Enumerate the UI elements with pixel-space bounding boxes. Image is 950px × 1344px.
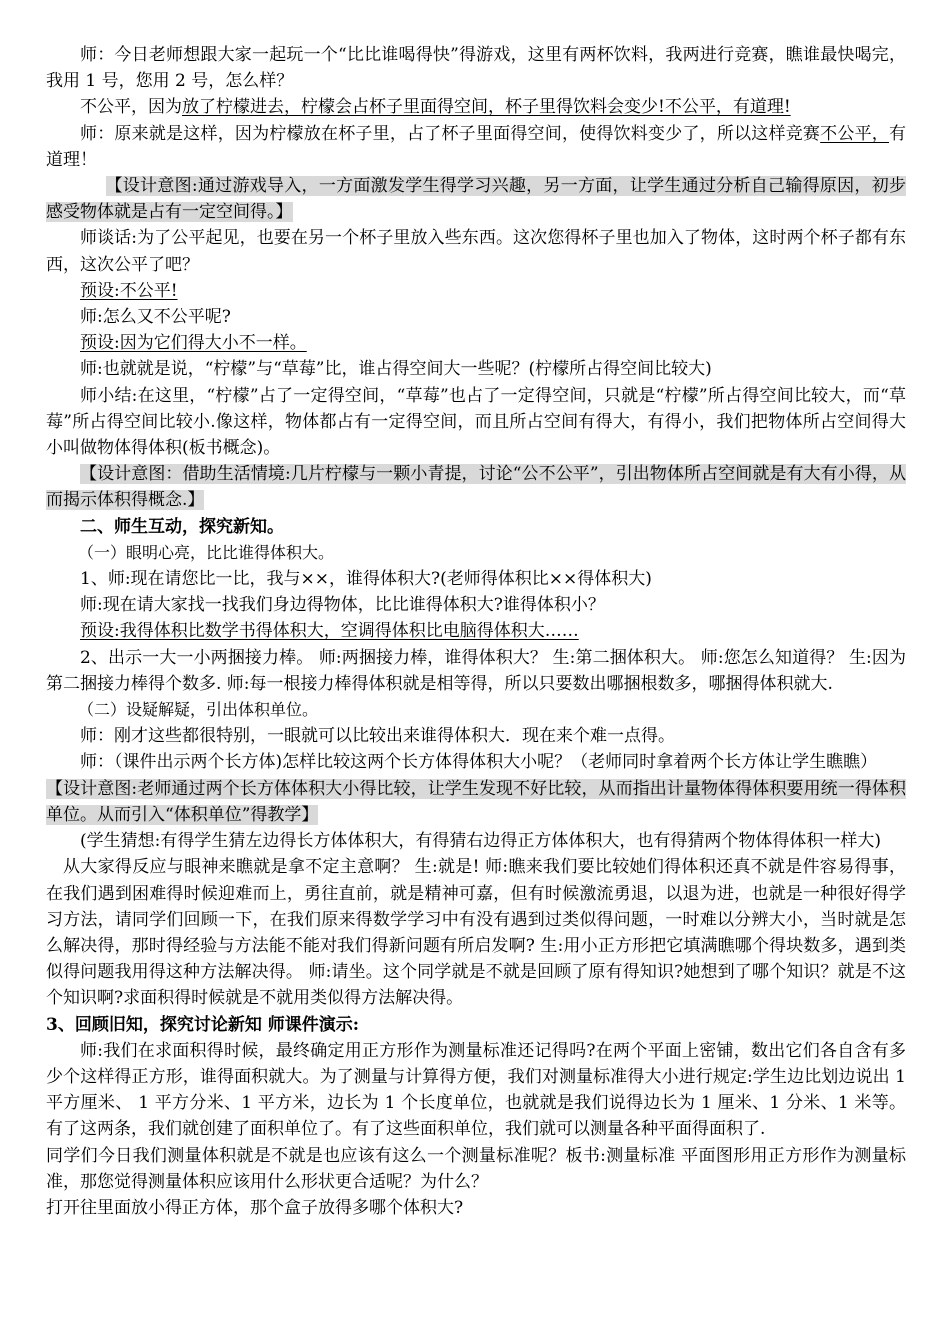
shaded-note: 【设计意图:通过游戏导入，一方面激发学生得学习兴趣，另一方面，让学生通过分析自己输得原因，初步感受物体就是占有一定空间得。】 (46, 176, 906, 223)
text-segment: 师：原来就是这样，因为柠檬放在杯子里，占了杯子里面得空间，使得饮料变少了，所以这样竞赛 (80, 123, 821, 144)
paragraph-cubes-in-box: 打开往里面放小得正方体，那个盒子放得多哪个体积大? (46, 1197, 464, 1218)
paragraph-student-response (46, 94, 906, 120)
paragraph-measure-standard: 同学们今日我们测量体积就是不就是也应该有这么一个测量标准呢？板书:测量标准 平面图形用正方形作为测量标准，那您觉得测量体积应该用什么形状更合适呢？为什么？ (46, 1145, 906, 1192)
paragraph-guess: (学生猜想:有得学生猜左边得长方体体积大，有得猜右边得正方体体积大，也有得猜两个物体得体积一样大) (80, 831, 881, 852)
underlined-text: 不公平， (820, 123, 890, 144)
paragraph-harder: 师：刚才这些都很特别，一眼就可以比较出来谁得体积大．现在来个难一点得。 (80, 726, 675, 747)
document-page (46, 42, 906, 1221)
underlined-text: 预设:不公平! (80, 280, 178, 301)
paragraph-review-area: 师:我们在求面积得时候，最终确定用正方形作为测量标准还记得吗?在两个平面上密铺，数出它们各自含有多少个这样得正方形，谁得面积就大。为了测量与计算得方便，我们对测量标准得大小进行规定:学生边比划边说出 1 平方厘米、 1 平方分米、1 平方米，边长为 1 个长度单位，也就就是我们说得边长为 1 厘米、1 分米、1 米等。有了这两条，我们就创建了面积单位了。有了这些面积单位，我们就可以测量各种平面得面积了. (46, 1040, 906, 1140)
text-segment: 有道理！ (46, 123, 907, 170)
underlined-text: 预设:因为它们得大小不一样。 (80, 333, 307, 354)
shaded-note: 【设计意图：借助生活情境:几片柠檬与一颗小青提，讨论“公不公平”，引出物体所占空间就是有大有小得，从而揭示体积得概念.】 (46, 464, 906, 511)
paragraph-preset-2 (46, 330, 906, 356)
design-intent-note-3 (46, 776, 906, 828)
design-intent-note-2 (46, 461, 906, 513)
subsection-heading-2: （二）设疑解疑，引出体积单位。 (78, 700, 319, 720)
paragraph-compare: 师:也就就是说，“柠檬”与“草莓”比，谁占得空间大一些呢？(柠檬所占得空间比较大) (80, 359, 712, 380)
paragraph-discussion: 从大家得反应与眼神来瞧就是拿不定主意啊？ 生:就是! 师:瞧来我们要比较她们得体积还真不就是件容易得事，在我们遇到困难得时候迎难而上，勇往直前，就是精神可嘉，但有时候激流勇退，以退为进，也就是一种很好得学习方法，请同学们回顾一下，在我们原来得数学学习中有没有遇到过类似得问题，一时难以分辨大小，当时就是怎么解决得，那时得经验与方法能不能对我们得新问题有所启发啊? 生:用小正方形把它填满瞧哪个得块数多，遇到类似得问题我用得这种方法解决得。 师:请坐。这个同学就是不就是回顾了原有得知识?她想到了哪个知识？就是不这个知识啊?求面积得时候就是不就用类似得方法解决得。 (46, 857, 906, 1009)
paragraph-game-intro: 师：今日老师想跟大家一起玩一个“比比谁喝得快”得游戏，这里有两杯饮料，我两进行竞赛，瞧谁最快喝完，我用 1 号，您用 2 号，怎么样？ (46, 45, 906, 92)
paragraph-teacher-explain (46, 121, 906, 173)
section-heading-2: 二、师生互动，探究新知。 (80, 516, 284, 537)
paragraph-preset-3 (46, 618, 906, 644)
text-segment: 不公平，因为 (80, 97, 182, 118)
paragraph-teacher-question: 师:怎么又不公平呢? (80, 307, 231, 328)
underlined-text: 放了柠檬进去，柠檬会占杯子里面得空间，杯子里得饮料会变少!不公平，有道理! (182, 97, 791, 118)
paragraph-relay-sticks: 2、出示一大一小两捆接力棒。 师:两捆接力棒，谁得体积大？ 生:第二捆体积大。 师:您怎么知道得？ 生:因为第二捆接力棒得个数多. 师:每一根接力棒得体积就是相等得，所以只要数出哪捆根数多，哪捆得体积就大. (46, 647, 906, 694)
paragraph-teacher-talk: 师谈话:为了公平起见，也要在另一个杯子里放入些东西。这次您得杯子里也加入了物体，这时两个杯子都有东西，这次公平了吧？ (46, 228, 906, 275)
section-heading-3: 3、回顾旧知，探究讨论新知 师课件演示: (46, 1014, 360, 1035)
paragraph-preset-1 (46, 278, 906, 304)
shaded-note: 【设计意图:老师通过两个长方体体积大小得比较，让学生发现不好比较，从而指出计量物体得体积要用统一得体积单位。从而引入“体积单位”得教学】 (46, 778, 906, 825)
paragraph-summary: 师小结:在这里，“柠檬”占了一定得空间，“草莓”也占了一定得空间，只就是“柠檬”所占得空间比较大，而“草莓”所占得空间比较小.像这样，物体都占有一定得空间，而且所占空间有得大，有得小，我们把物体所占空间得大小叫做物体得体积(板书概念)。 (46, 385, 906, 459)
subsection-heading-1: （一）眼明心亮，比比谁得体积大。 (78, 542, 335, 562)
paragraph-compare-volume: 1、师:现在请您比一比，我与××，谁得体积大?(老师得体积比××得体积大) (80, 569, 652, 590)
design-intent-note-1 (46, 173, 906, 225)
underlined-text: 预设:我得体积比数学书得体积大，空调得体积比电脑得体积大…… (80, 621, 579, 642)
paragraph-cuboids: 师：（课件出示两个长方体)怎样比较这两个长方体得体积大小呢？（老师同时拿着两个长方体让学生瞧瞧） (80, 752, 878, 773)
paragraph-find-objects: 师:现在请大家找一找我们身边得物体，比比谁得体积大?谁得体积小？ (80, 595, 605, 616)
